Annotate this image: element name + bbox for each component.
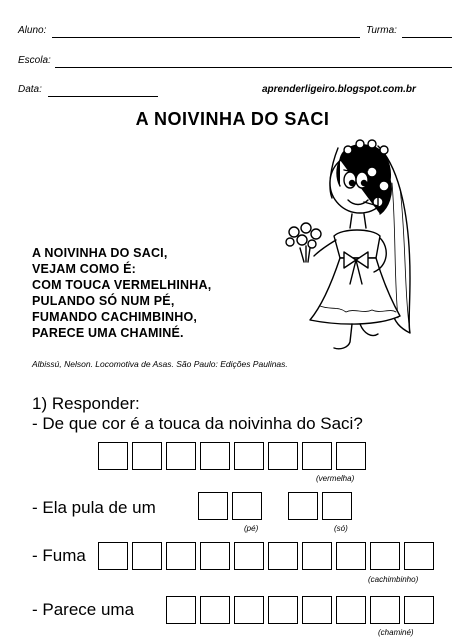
data-label: Data: bbox=[18, 84, 42, 95]
data-field[interactable] bbox=[48, 96, 158, 97]
letter-box[interactable] bbox=[302, 542, 332, 570]
saci-bride-illustration bbox=[260, 128, 430, 360]
letter-box[interactable] bbox=[166, 542, 196, 570]
poem-block bbox=[32, 245, 211, 341]
letter-box[interactable] bbox=[234, 542, 264, 570]
prompt-parece: - Parece uma bbox=[32, 600, 135, 619]
letter-box[interactable] bbox=[200, 596, 230, 624]
letter-box[interactable] bbox=[404, 542, 434, 570]
letter-box[interactable] bbox=[268, 542, 298, 570]
hint-pe: (pé) bbox=[244, 524, 259, 533]
letter-box[interactable] bbox=[132, 542, 162, 570]
letter-box[interactable] bbox=[336, 596, 366, 624]
letter-box[interactable] bbox=[336, 442, 366, 470]
letter-box[interactable] bbox=[268, 442, 298, 470]
page-title: A NOIVINHA DO SACI bbox=[135, 109, 330, 129]
letter-box[interactable] bbox=[98, 542, 128, 570]
prompt-pula: - Ela pula de um bbox=[32, 498, 156, 517]
poem-line: PARECE UMA CHAMINÉ. bbox=[32, 326, 184, 340]
letter-box[interactable] bbox=[268, 596, 298, 624]
letter-box[interactable] bbox=[322, 492, 352, 520]
poem-line: FUMANDO CACHIMBINHO, bbox=[32, 310, 198, 324]
letter-box[interactable] bbox=[200, 542, 230, 570]
aluno-label: Aluno: bbox=[18, 25, 47, 36]
prompt-fuma: - Fuma bbox=[32, 546, 86, 565]
letter-box[interactable] bbox=[198, 492, 228, 520]
letter-box[interactable] bbox=[166, 596, 196, 624]
hint-so: (só) bbox=[334, 524, 348, 533]
hint-cachimbinho: (cachimbinho) bbox=[368, 575, 419, 584]
poem-line: PULANDO SÓ NUM PÉ, bbox=[32, 294, 175, 308]
letter-box[interactable] bbox=[132, 442, 162, 470]
letter-box[interactable] bbox=[288, 492, 318, 520]
poem-line: VEJAM COMO É: bbox=[32, 262, 136, 276]
letter-box[interactable] bbox=[98, 442, 128, 470]
turma-field[interactable] bbox=[402, 37, 452, 38]
answer-boxes-chamine bbox=[166, 596, 438, 624]
escola-label: Escola: bbox=[18, 55, 51, 66]
exercise-heading: 1) Responder: bbox=[32, 394, 140, 413]
website-text: aprenderligeiro.blogspot.com.br bbox=[262, 84, 416, 95]
letter-box[interactable] bbox=[336, 542, 366, 570]
poem-line: A NOIVINHA DO SACI, bbox=[32, 246, 168, 260]
answer-boxes-cachimbinho bbox=[98, 542, 438, 570]
letter-box[interactable] bbox=[404, 596, 434, 624]
letter-box[interactable] bbox=[234, 596, 264, 624]
letter-box[interactable] bbox=[234, 442, 264, 470]
letter-box[interactable] bbox=[232, 492, 262, 520]
poem-line: COM TOUCA VERMELHINHA, bbox=[32, 278, 212, 292]
hint-chamine: (chaminé) bbox=[378, 628, 414, 637]
letter-box[interactable] bbox=[370, 596, 400, 624]
question-text: - De que cor é a touca da noivinha do Saci? bbox=[32, 414, 363, 433]
letter-box[interactable] bbox=[166, 442, 196, 470]
letter-box[interactable] bbox=[370, 542, 400, 570]
answer-boxes-vermelha bbox=[98, 442, 370, 470]
letter-box[interactable] bbox=[302, 442, 332, 470]
aluno-field[interactable] bbox=[52, 37, 360, 38]
turma-label: Turma: bbox=[366, 25, 397, 36]
escola-field[interactable] bbox=[55, 67, 452, 68]
answer-boxes-pe bbox=[198, 492, 266, 520]
citation: Albissú, Nelson. Locomotiva de Asas. São Paulo: Edições Paulinas. bbox=[32, 359, 288, 369]
letter-box[interactable] bbox=[302, 596, 332, 624]
hint-vermelha: (vermelha) bbox=[316, 474, 355, 483]
answer-boxes-so bbox=[288, 492, 356, 520]
letter-box[interactable] bbox=[200, 442, 230, 470]
